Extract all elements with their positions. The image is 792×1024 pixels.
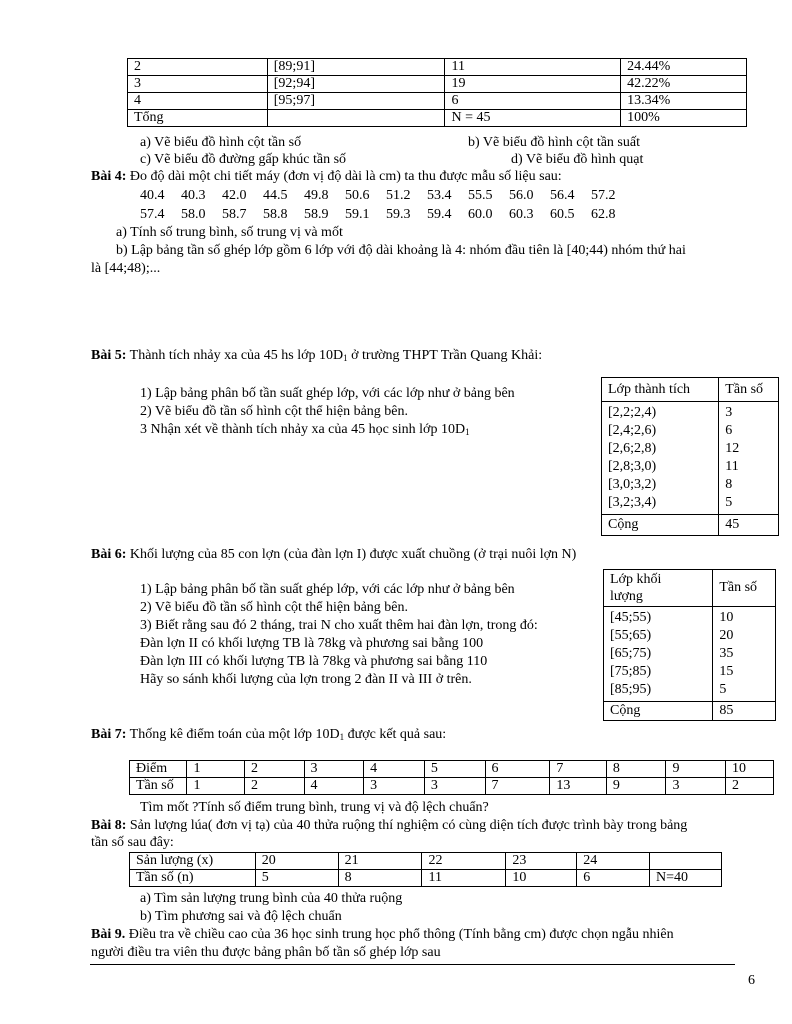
b4-data-row-2	[140, 206, 632, 223]
frequency-value: 11	[725, 459, 739, 474]
table-cell: 42.22%	[621, 76, 747, 93]
b7-row-label-freq: Tần số	[130, 778, 187, 795]
class-interval: [2,4;2,6)	[608, 423, 657, 438]
frequency-cell: 13	[550, 778, 606, 795]
yield-cell	[650, 853, 722, 870]
b5-table-header-class: Lớp thành tích	[602, 378, 719, 402]
score-cell: 7	[550, 761, 606, 778]
table-cell: [92;94]	[267, 76, 445, 93]
b4-text: Đo độ dài một chi tiết máy (đơn vị độ dài là cm) ta thu được mẫu số liệu sau:	[126, 169, 562, 184]
table-cell: [89;91]	[267, 59, 445, 76]
b8-heading	[91, 817, 687, 834]
b7-label: Bài 7:	[91, 727, 127, 742]
class-interval: [45;55)	[610, 610, 652, 625]
b3-option-b: b) Vẽ biểu đồ hình cột tần suất	[468, 135, 640, 150]
yield-cell: 24	[577, 853, 650, 870]
b6-item-6: Hãy so sánh khối lượng của lợn trong 2 đàn II và III ở trên.	[140, 672, 472, 687]
table-row	[128, 59, 747, 76]
data-value: 59.4	[427, 207, 452, 222]
b8-text: Sản lượng lúa( đơn vị tạ) của 40 thửa ruộng thí nghiệm có cùng diện tích được trình bày trong bảng	[126, 818, 688, 833]
table-cell: 2	[128, 59, 268, 76]
class-interval: [2,8;3,0)	[608, 459, 657, 474]
b6-table-freqs	[713, 607, 776, 702]
score-cell: 1	[187, 761, 244, 778]
data-value: 57.4	[140, 207, 165, 222]
b7-question: Tìm mốt ?Tính số điểm trung bình, trung vị và độ lệch chuẩn?	[140, 800, 489, 815]
frequency-value: 35	[719, 646, 734, 661]
b6-item-5: Đàn lợn III có khối lượng TB là 78kg và phương sai bằng 110	[140, 654, 488, 669]
data-value: 51.2	[386, 188, 411, 203]
score-cell: 5	[424, 761, 485, 778]
data-value: 56.4	[550, 188, 575, 203]
data-value: 50.6	[345, 188, 370, 203]
data-value: 55.5	[468, 188, 493, 203]
frequency-cell: 9	[606, 778, 666, 795]
data-value: 59.3	[386, 207, 411, 222]
data-value: 42.0	[222, 188, 247, 203]
table-cell: 24.44%	[621, 59, 747, 76]
data-value: 58.8	[263, 207, 288, 222]
table-cell: 13.34%	[621, 93, 747, 110]
b5-item-3	[140, 421, 470, 438]
score-cell: 4	[364, 761, 425, 778]
b6-table-total-label: Cộng	[604, 702, 713, 721]
data-value: 44.5	[263, 188, 288, 203]
b3-option-a: a) Vẽ biểu đồ hình cột tần số	[140, 135, 302, 150]
class-interval: [65;75)	[610, 646, 652, 661]
b5-item-1: 1) Lập bảng phân bố tần suất ghép lớp, với các lớp như ở bảng bên	[140, 386, 515, 401]
class-interval: [2,2;2,4)	[608, 405, 657, 420]
b6-label: Bài 6:	[91, 547, 127, 562]
class-interval: [2,6;2,8)	[608, 441, 657, 456]
table-cell	[267, 110, 445, 127]
b6-table-header-class-line2: lượng	[610, 589, 643, 604]
b6-table-classes	[604, 607, 713, 702]
b9-heading	[91, 926, 674, 943]
b9-label: Bài 9.	[91, 927, 126, 942]
data-value: 59.1	[345, 207, 370, 222]
table-frequency-top	[127, 58, 747, 127]
b7-text2: được kết quả sau:	[344, 727, 447, 742]
table-cell: [95;97]	[267, 93, 445, 110]
footer-rule	[90, 964, 735, 965]
b6-table-total: 85	[713, 702, 776, 721]
class-interval: [3,2;3,4)	[608, 495, 657, 510]
b8-heading-cont: tần số sau đây:	[91, 835, 174, 850]
data-value: 60.3	[509, 207, 534, 222]
table-cell: 100%	[621, 110, 747, 127]
table-cell: 11	[445, 59, 621, 76]
b8-table	[129, 852, 722, 887]
b5-item-2: 2) Vẽ biểu đồ tần số hình cột thể hiện bảng bên.	[140, 404, 409, 419]
frequency-value: 15	[719, 664, 734, 679]
b5-table-total: 45	[719, 515, 779, 536]
b6-text: Khối lượng của 85 con lợn (của đàn lợn I) được xuất chuồng (ở trại nuôi lợn N)	[126, 547, 577, 562]
b5-heading	[91, 347, 542, 364]
frequency-value: 20	[719, 628, 734, 643]
frequency-cell: 7	[485, 778, 550, 795]
b5-table-freqs	[719, 402, 779, 515]
score-cell: 2	[244, 761, 304, 778]
b4-label: Bài 4:	[91, 169, 127, 184]
b8-label: Bài 8:	[91, 818, 127, 833]
data-value: 62.8	[591, 207, 616, 222]
b9-heading-cont: người điều tra viên thu được bảng phân bố tần số ghép lớp sau	[91, 945, 441, 960]
b8-question-a: a) Tìm sản lượng trung bình của 40 thửa ruộng	[140, 891, 403, 906]
data-value: 58.9	[304, 207, 329, 222]
b6-item-1: 1) Lập bảng phân bố tần suất ghép lớp, với các lớp như ở bảng bên	[140, 582, 515, 597]
frequency-cell: 6	[577, 870, 650, 887]
b5-item-3-text: 3 Nhận xét về thành tích nhảy xa của 45 học sinh lớp 10D	[140, 422, 466, 437]
b5-table-header-freq: Tần số	[719, 378, 779, 402]
b5-text: Thành tích nhảy xa của 45 hs lớp 10D	[126, 348, 344, 363]
b8-row-label-freq: Tần số (n)	[130, 870, 256, 887]
frequency-cell: 4	[304, 778, 364, 795]
b6-table-header-class-line1: Lớp khối	[610, 572, 662, 587]
class-interval: [85;95)	[610, 682, 652, 697]
b4-question-b-cont: là [44;48);...	[91, 261, 161, 276]
frequency-value: 3	[725, 405, 733, 420]
b6-item-3: 3) Biết rằng sau đó 2 tháng, trai N cho xuất thêm hai đàn lợn, trong đó:	[140, 618, 538, 633]
data-value: 49.8	[304, 188, 329, 203]
score-cell: 10	[726, 761, 774, 778]
frequency-cell: 3	[424, 778, 485, 795]
data-value: 40.4	[140, 188, 165, 203]
b4-question-a: a) Tính số trung bình, số trung vị và mốt	[116, 225, 343, 240]
yield-cell: 23	[506, 853, 577, 870]
b6-item-2: 2) Vẽ biểu đồ tần số hình cột thể hiện bảng bên.	[140, 600, 409, 615]
data-value: 56.0	[509, 188, 534, 203]
frequency-cell: 10	[506, 870, 577, 887]
b5-table-classes	[602, 402, 719, 515]
b6-heading	[91, 546, 576, 563]
b5-table	[601, 377, 779, 536]
frequency-cell: 2	[726, 778, 774, 795]
b5-label: Bài 5:	[91, 348, 127, 363]
frequency-value: 10	[719, 610, 734, 625]
b9-text: Điều tra về chiều cao của 36 học sinh trung học phổ thông (Tính bằng cm) được chọn ngẫu nhiên	[125, 927, 674, 942]
frequency-cell: 2	[244, 778, 304, 795]
data-value: 40.3	[181, 188, 206, 203]
page-number: 6	[748, 973, 755, 988]
frequency-cell: 3	[666, 778, 726, 795]
b5-text2: ở trường THPT Trần Quang Khải:	[347, 348, 543, 363]
data-value: 57.2	[591, 188, 616, 203]
b7-row-label-score: Điểm	[130, 761, 187, 778]
b4-heading	[91, 168, 562, 185]
table-cell: 6	[445, 93, 621, 110]
yield-cell: 22	[422, 853, 506, 870]
table-cell: 4	[128, 93, 268, 110]
frequency-value: 12	[725, 441, 740, 456]
table-cell: 3	[128, 76, 268, 93]
table-cell: 19	[445, 76, 621, 93]
b3-option-d: d) Vẽ biểu đồ hình quạt	[511, 152, 644, 167]
frequency-value: 8	[725, 477, 733, 492]
score-cell: 9	[666, 761, 726, 778]
class-interval: [75;85)	[610, 664, 652, 679]
b6-item-4: Đàn lợn II có khối lượng TB là 78kg và phương sai bằng 100	[140, 636, 484, 651]
frequency-value: 6	[725, 423, 733, 438]
frequency-cell: N=40	[650, 870, 722, 887]
b8-question-b: b) Tìm phương sai và độ lệch chuẩn	[140, 909, 342, 924]
b5-table-total-label: Cộng	[602, 515, 719, 536]
score-cell: 3	[304, 761, 364, 778]
b4-data-row-1	[140, 187, 632, 204]
table-cell: Tổng	[128, 110, 268, 127]
b7-table	[129, 760, 774, 795]
frequency-value: 5	[725, 495, 733, 510]
data-value: 58.0	[181, 207, 206, 222]
b7-sub: 1	[339, 732, 345, 742]
frequency-cell: 8	[338, 870, 422, 887]
data-value: 58.7	[222, 207, 247, 222]
b7-text: Thống kê điểm toán của một lớp 10D	[126, 727, 340, 742]
b4-question-b: b) Lập bảng tần số ghép lớp gồm 6 lớp với độ dài khoảng là 4: nhóm đầu tiên là [40;44) nhóm thứ hai	[116, 243, 686, 258]
data-value: 60.5	[550, 207, 575, 222]
score-cell: 6	[485, 761, 550, 778]
b5-sub: 1	[343, 353, 348, 363]
data-value: 53.4	[427, 188, 452, 203]
frequency-cell: 11	[422, 870, 506, 887]
frequency-cell: 1	[187, 778, 244, 795]
score-cell: 8	[606, 761, 666, 778]
b3-option-c: c) Vẽ biểu đồ đường gấp khúc tần số	[140, 152, 347, 167]
table-row	[128, 110, 747, 127]
class-interval: [3,0;3,2)	[608, 477, 657, 492]
data-value: 60.0	[468, 207, 493, 222]
b7-heading	[91, 726, 446, 743]
class-interval: [55;65)	[610, 628, 652, 643]
b5-item-3-sub: 1	[465, 427, 470, 437]
table-row	[128, 76, 747, 93]
b6-table-header-freq: Tần số	[713, 570, 776, 607]
table-cell: N = 45	[445, 110, 621, 127]
yield-cell: 20	[255, 853, 338, 870]
frequency-value: 5	[719, 682, 727, 697]
yield-cell: 21	[338, 853, 422, 870]
frequency-cell: 3	[364, 778, 425, 795]
table-row	[128, 93, 747, 110]
b8-row-label-yield: Sản lượng (x)	[130, 853, 256, 870]
b6-table	[603, 569, 776, 721]
frequency-cell: 5	[255, 870, 338, 887]
b6-table-header-class	[604, 570, 713, 607]
